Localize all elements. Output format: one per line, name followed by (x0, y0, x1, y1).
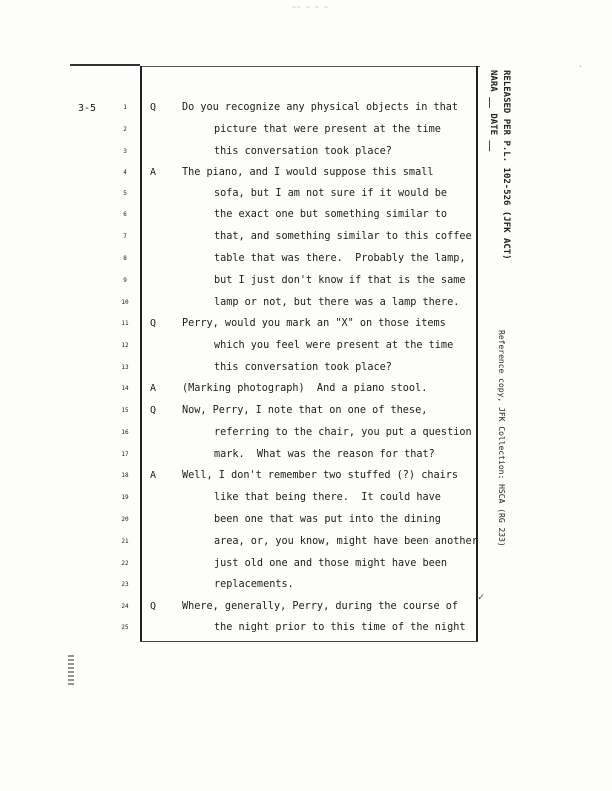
line-text: sofa, but I am not sure if it would be (214, 188, 448, 199)
line-text: (Marking photograph) And a piano stool. (182, 383, 428, 394)
line-number: 12 (121, 342, 129, 349)
line-text: The piano, and I would suppose this small (182, 167, 434, 178)
nara-stamp: NARA __ DATE __ (488, 70, 498, 152)
margin-smudge (68, 655, 74, 685)
line-number: 5 (123, 190, 127, 197)
line-number: 16 (121, 429, 129, 436)
line-text: Perry, would you mark an "X" on those items (182, 318, 446, 329)
transcript-line (0, 469, 612, 489)
line-text: the night prior to this time of the night (214, 622, 466, 633)
line-number: 10 (121, 299, 129, 306)
line-number: 20 (121, 516, 129, 523)
line-text: this conversation took place? (214, 362, 392, 373)
line-text: referring to the chair, you put a question (214, 427, 472, 438)
bottom-margin-line (140, 641, 478, 642)
speaker-label: A (150, 470, 157, 481)
line-number: 8 (123, 255, 127, 262)
transcript-line (0, 426, 612, 446)
line-number: 17 (121, 451, 129, 458)
line-text: which you feel were present at the time (214, 340, 454, 351)
line-number: 2 (123, 126, 127, 133)
release-stamp: RELEASED PER P.L. 102-526 (JFK ACT) (501, 70, 511, 260)
top-margin-mark: ~~ ~ ~ ~ (292, 4, 329, 11)
transcript-line (0, 230, 612, 250)
transcript-line (0, 578, 612, 598)
corner-tick: . (578, 60, 583, 69)
transcript-line (0, 361, 612, 381)
top-rule (70, 64, 140, 66)
top-rule-secondary (140, 66, 480, 67)
transcript-line (0, 535, 612, 555)
transcript-line (0, 513, 612, 533)
line-text: Where, generally, Perry, during the course of (182, 601, 459, 612)
line-number: 7 (123, 233, 127, 240)
line-text: Do you recognize any physical objects in that (182, 102, 459, 113)
line-number: 6 (123, 211, 127, 218)
transcript-line (0, 187, 612, 207)
line-text: Now, Perry, I note that on one of these, (182, 405, 428, 416)
transcript-line (0, 145, 612, 165)
line-text: area, or, you know, might have been another (214, 536, 478, 547)
line-text: table that was there. Probably the lamp, (214, 253, 466, 264)
line-number: 21 (121, 538, 129, 545)
line-text: replacements. (214, 579, 294, 590)
line-number: 3 (123, 148, 127, 155)
transcript-line (0, 166, 612, 186)
line-number: 25 (121, 624, 129, 631)
speaker-label: Q (150, 405, 157, 416)
transcript-line (0, 557, 612, 577)
transcript-line (0, 208, 612, 228)
line-text: like that being there. It could have (214, 492, 441, 503)
transcript-line (0, 448, 612, 468)
transcript-line (0, 296, 612, 316)
line-number: 15 (121, 407, 129, 414)
line-text: mark. What was the reason for that? (214, 449, 435, 460)
line-text: just old one and those might have been (214, 558, 448, 569)
line-number: 19 (121, 494, 129, 501)
reference-stamp: Reference copy, JFK Collection: HSCA (RG 233) (497, 330, 506, 547)
transcript-line (0, 123, 612, 143)
line-number: 13 (121, 364, 129, 371)
line-text: Well, I don't remember two stuffed (?) chairs (182, 470, 459, 481)
line-number: 23 (121, 581, 129, 588)
line-number: 9 (123, 277, 127, 284)
transcript-line (0, 317, 612, 337)
transcript-line (0, 600, 612, 620)
line-number: 18 (121, 472, 129, 479)
line-text: this conversation took place? (214, 146, 392, 157)
page-id: 3-5 (78, 103, 97, 114)
line-number: 1 (123, 104, 127, 111)
speaker-label: Q (150, 318, 157, 329)
line-text: but I just don't know if that is the same (214, 275, 466, 286)
transcript-line (0, 404, 612, 424)
line-number: 22 (121, 560, 129, 567)
line-text: picture that were present at the time (214, 124, 441, 135)
transcript-line (0, 252, 612, 272)
line-number: 14 (121, 385, 129, 392)
transcript-line (0, 382, 612, 402)
transcript-line (0, 339, 612, 359)
transcript-line (0, 101, 612, 121)
line-text: the exact one but something similar to (214, 209, 448, 220)
transcript-line (0, 621, 612, 641)
speaker-label: Q (150, 601, 157, 612)
line-number: 4 (123, 169, 127, 176)
handwritten-mark-icon: ✓ (478, 592, 485, 603)
line-number: 11 (121, 320, 129, 327)
transcript-line (0, 491, 612, 511)
transcript-line (0, 274, 612, 294)
speaker-label: Q (150, 102, 157, 113)
line-number: 24 (121, 603, 129, 610)
line-text: been one that was put into the dining (214, 514, 441, 525)
line-text: that, and something similar to this coffee (214, 231, 472, 242)
speaker-label: A (150, 383, 157, 394)
speaker-label: A (150, 167, 157, 178)
line-text: lamp or not, but there was a lamp there. (214, 297, 460, 308)
